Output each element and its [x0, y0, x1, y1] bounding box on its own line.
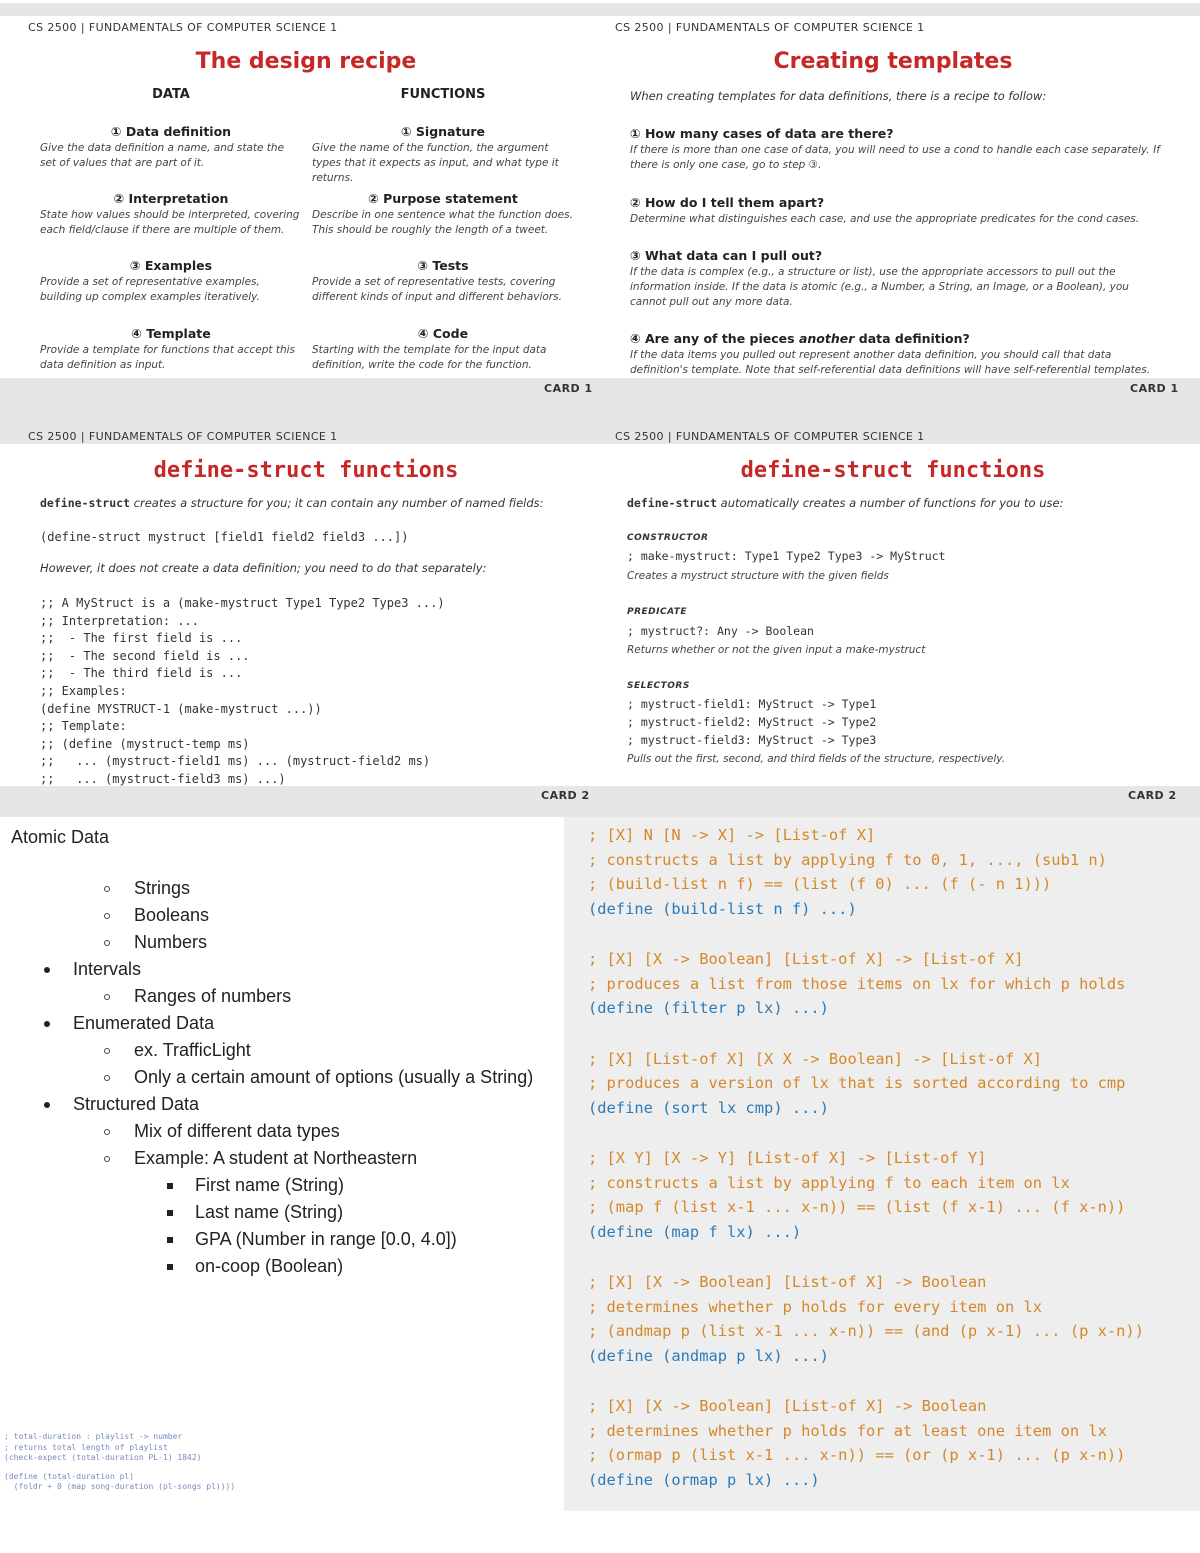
code-line: ;; Template: [40, 719, 127, 734]
reference-purpose: ; produces a version of lx that is sorted according to cmp [588, 1074, 1126, 1092]
bullet [44, 1021, 50, 1027]
struct-functions-intro: define-struct automatically creates a number of functions for you to use: [627, 496, 1064, 510]
constructor-desc: Creates a mystruct structure with the given fields [627, 570, 889, 582]
tiny-code-snippet [4, 1432, 235, 1493]
reference-def: (define (build-list n f) ...) [588, 899, 857, 918]
template-step-2-title: ② How do I tell them apart? [630, 195, 825, 210]
note-item: on-coop (Boolean) [195, 1256, 344, 1276]
code-line: ;; Interpretation: ... [40, 613, 199, 628]
function-step-3-title: ③ Tests [417, 258, 469, 273]
constructor-signature: ; make-mystruct: Type1 Type2 Type3 -> MyStruct [627, 549, 946, 563]
bullet [104, 913, 110, 919]
reference-entry [588, 1047, 1125, 1121]
card-number: CARD 1 [1130, 382, 1179, 395]
data-step-4-desc: Provide a template for functions that accept this data definition as input. [40, 344, 296, 371]
reference-def: (define (andmap p lx) ...) [588, 1346, 829, 1365]
note-item: GPA (Number in range [0.0, 4.0]) [195, 1229, 457, 1249]
code-line: (check-expect (total-duration PL-1) 1842) [4, 1453, 202, 1462]
function-step-4-desc: Starting with the template for the input data definition, write the code for the function. [312, 344, 547, 371]
template-step-2-desc: Determine what distinguishes each case, and use the appropriate predicates for the cond cases. [630, 213, 1140, 225]
code-line: ;; ... (mystruct-field1 ms) ... (mystruct-field2 ms) [40, 754, 431, 769]
note-item: Structured Data [73, 1094, 200, 1114]
note-item: First name (String) [195, 1175, 345, 1195]
note-item: Last name (String) [195, 1202, 344, 1222]
card-title: define-struct functions [153, 458, 459, 483]
function-step-4-title: ④ Code [417, 326, 469, 341]
reference-entry [588, 1270, 1144, 1368]
card-number: CARD 2 [1128, 789, 1177, 802]
card-number: CARD 1 [544, 382, 593, 395]
template-step-1-desc: If there is more than one case of data, you will need to use a cond to handle each case separately. If there is only one case, go to step ③. [630, 144, 1160, 171]
card-header: CS 2500 | FUNDAMENTALS OF COMPUTER SCIENCE 1 [28, 430, 338, 443]
bullet [104, 1156, 110, 1162]
selectors-label: SELECTORS [627, 681, 690, 691]
reference-def: (define (filter p lx) ...) [588, 999, 829, 1017]
function-step-2-title: ② Purpose statement [368, 191, 518, 206]
bullet [104, 886, 110, 892]
reference-entry [588, 1146, 1125, 1244]
reference-sig: ; [X] [X -> Boolean] [List-of X] -> [List-of X] [588, 950, 1024, 968]
card-header: CS 2500 | FUNDAMENTALS OF COMPUTER SCIENCE 1 [615, 21, 925, 34]
template-step-4-desc: If the data items you pulled out represent another data definition, you should call that data definition's template. Note that self-referential data definitions will have self-referential templates. [630, 349, 1151, 376]
card-header: CS 2500 | FUNDAMENTALS OF COMPUTER SCIENCE 1 [28, 21, 338, 34]
bullet [104, 1129, 110, 1135]
bullet [44, 967, 50, 973]
note-item: Enumerated Data [73, 1013, 215, 1033]
card-number: CARD 2 [541, 789, 590, 802]
struct-syntax: (define-struct mystruct [field1 field2 field3 ...]) [40, 530, 409, 544]
separator-band [0, 3, 1200, 16]
function-step-2-desc: Describe in one sentence what the function does. This should be roughly the length of a tweet. [312, 209, 573, 236]
bullet [167, 1183, 173, 1189]
reference-example: ; (andmap p (list x-1 ... x-n)) == (and (p x-1) ... (p x-n)) [588, 1322, 1144, 1340]
reference-example: ; (ormap p (list x-1 ... x-n)) == (or (p x-1) ... (p x-n)) [588, 1446, 1126, 1464]
struct-note: However, it does not create a data definition; you need to do that separately: [40, 561, 487, 575]
template-step-1-title: ① How many cases of data are there? [630, 126, 894, 141]
code-line: ;; A MyStruct is a (make-mystruct Type1 Type2 Type3 ...) [40, 596, 445, 610]
reference-example: ; (build-list n f) == (list (f 0) ... (f (- n 1))) [588, 875, 1052, 893]
constructor-label: CONSTRUCTOR [627, 533, 709, 543]
code-line: (define MYSTRUCT-1 (make-mystruct ...)) [40, 701, 322, 716]
reference-def: (define (sort lx cmp) ...) [588, 1098, 829, 1117]
bullet [104, 940, 110, 946]
note-item: Numbers [134, 932, 208, 952]
code-line: ;; - The second field is ... [40, 648, 250, 663]
note-item: Only a certain amount of options (usually a String) [134, 1067, 534, 1087]
bullet [167, 1237, 173, 1243]
code-line: (foldr + 0 (map song-duration (pl-songs pl)))) [4, 1482, 236, 1491]
template-step-3-title: ③ What data can I pull out? [630, 248, 823, 263]
struct-intro: define-struct creates a structure for you; it can contain any number of named fields: [40, 496, 544, 510]
template-step-3-desc: If the data is complex (e.g., a structure or list), use the appropriate accessors to pull out the information inside. If the data is atomic (e.g., a Number, a String, an Image, or a Boolean), you cannot pull out any more data. [630, 266, 1129, 308]
data-heading: DATA [152, 87, 190, 102]
code-line: ; total-duration : playlist -> number [4, 1432, 183, 1441]
code-line: ;; ... (mystruct-field3 ms) ...) [40, 771, 286, 786]
data-step-2-title: ② Interpretation [113, 191, 229, 206]
predicate-desc: Returns whether or not the given input a make-mystruct [627, 644, 926, 656]
reference-purpose: ; constructs a list by applying f to 0, 1, ..., (sub1 n) [588, 850, 1107, 869]
card-title: define-struct functions [740, 458, 1046, 483]
selector-signature: ; mystruct-field3: MyStruct -> Type3 [627, 732, 877, 747]
note-item: Strings [134, 878, 191, 898]
bullet [104, 994, 110, 1000]
reference-sig: ; [X] [X -> Boolean] [List-of X] -> Boolean [588, 1397, 987, 1415]
code-line [4, 1464, 235, 1472]
selector-signature: ; mystruct-field1: MyStruct -> Type1 [627, 697, 877, 711]
bullet [44, 1102, 50, 1108]
reference-def: (define (map f lx) ...) [588, 1222, 802, 1241]
selector-signature: ; mystruct-field2: MyStruct -> Type2 [627, 714, 877, 729]
bullet [167, 1264, 173, 1270]
reference-sig: ; [X] N [N -> X] -> [List-of X] [588, 826, 876, 844]
predicate-signature: ; mystruct?: Any -> Boolean [627, 624, 814, 638]
reference-example: ; (map f (list x-1 ... x-n)) == (list (f x-1) ... (f x-n)) [588, 1198, 1126, 1216]
code-line: ;; (define (mystruct-temp ms) [40, 736, 250, 751]
reference-purpose: ; produces a list from those items on lx for which p holds [588, 974, 1126, 993]
separator-band [0, 786, 1200, 817]
reference-entry [588, 823, 1107, 921]
note-item: Booleans [134, 905, 210, 925]
data-step-3-desc: Provide a set of representative examples, building up complex examples iteratively. [40, 276, 260, 303]
template-step-4-title: ④ Are any of the pieces another data definition? [630, 331, 970, 346]
templates-intro: When creating templates for data definitions, there is a recipe to follow: [630, 89, 1047, 103]
code-line: ;; - The first field is ... [40, 631, 243, 646]
reference-def: (define (ormap p lx) ...) [588, 1470, 820, 1489]
bullet [104, 1048, 110, 1054]
code-line: ;; - The third field is ... [40, 666, 243, 681]
reference-sig: ; [X] [X -> Boolean] [List-of X] -> Boolean [588, 1273, 987, 1291]
reference-entry [588, 947, 1125, 1021]
function-step-1-title: ① Signature [400, 124, 486, 139]
reference-sig: ; [X] [List-of X] [X X -> Boolean] -> [List-of X] [588, 1049, 1043, 1068]
note-item: Example: A student at Northeastern [134, 1148, 418, 1168]
code-line: (define (total-duration pl) [4, 1471, 135, 1481]
code-line: ; returns total length of playlist [4, 1442, 168, 1452]
note-item: Mix of different data types [134, 1121, 340, 1141]
data-step-4-title: ④ Template [131, 326, 211, 341]
card-header: CS 2500 | FUNDAMENTALS OF COMPUTER SCIENCE 1 [615, 430, 925, 443]
bullet [167, 1210, 173, 1216]
selector-signatures [627, 696, 876, 749]
card-title: Creating templates [773, 49, 1013, 74]
reference-purpose: ; constructs a list by applying f to each item on lx [588, 1173, 1070, 1192]
function-step-3-desc: Provide a set of representative tests, covering different kinds of input and different behaviors. [312, 276, 562, 303]
reference-purpose: ; determines whether p holds for at least one item on lx [588, 1421, 1107, 1440]
bullet [104, 1075, 110, 1081]
data-step-2-desc: State how values should be interpreted, covering each field/clause if there are multiple of them. [40, 209, 300, 236]
data-step-3-title: ③ Examples [129, 258, 213, 273]
data-definition-code [40, 595, 445, 789]
function-step-1-desc: Give the name of the function, the argument types that it expects as input, and what type it returns. [312, 142, 559, 184]
card-title: The design recipe [195, 49, 417, 74]
notes-title: Atomic Data [11, 827, 110, 847]
code-line: ;; Examples: [40, 683, 127, 698]
note-item: ex. TrafficLight [134, 1040, 251, 1060]
reference-sig: ; [X Y] [X -> Y] [List-of X] -> [List-of Y] [588, 1149, 987, 1167]
reference-entry [588, 1394, 1125, 1492]
note-item: Ranges of numbers [134, 986, 292, 1006]
selectors-desc: Pulls out the first, second, and third fields of the structure, respectively. [627, 753, 1006, 765]
note-item: Intervals [73, 959, 142, 979]
data-step-1-desc: Give the data definition a name, and state the set of values that are part of it. [40, 142, 285, 169]
reference-purpose: ; determines whether p holds for every item on lx [588, 1297, 1043, 1316]
data-step-1-title: ① Data definition [110, 124, 232, 139]
functions-heading: FUNCTIONS [400, 87, 486, 102]
predicate-label: PREDICATE [627, 607, 687, 617]
